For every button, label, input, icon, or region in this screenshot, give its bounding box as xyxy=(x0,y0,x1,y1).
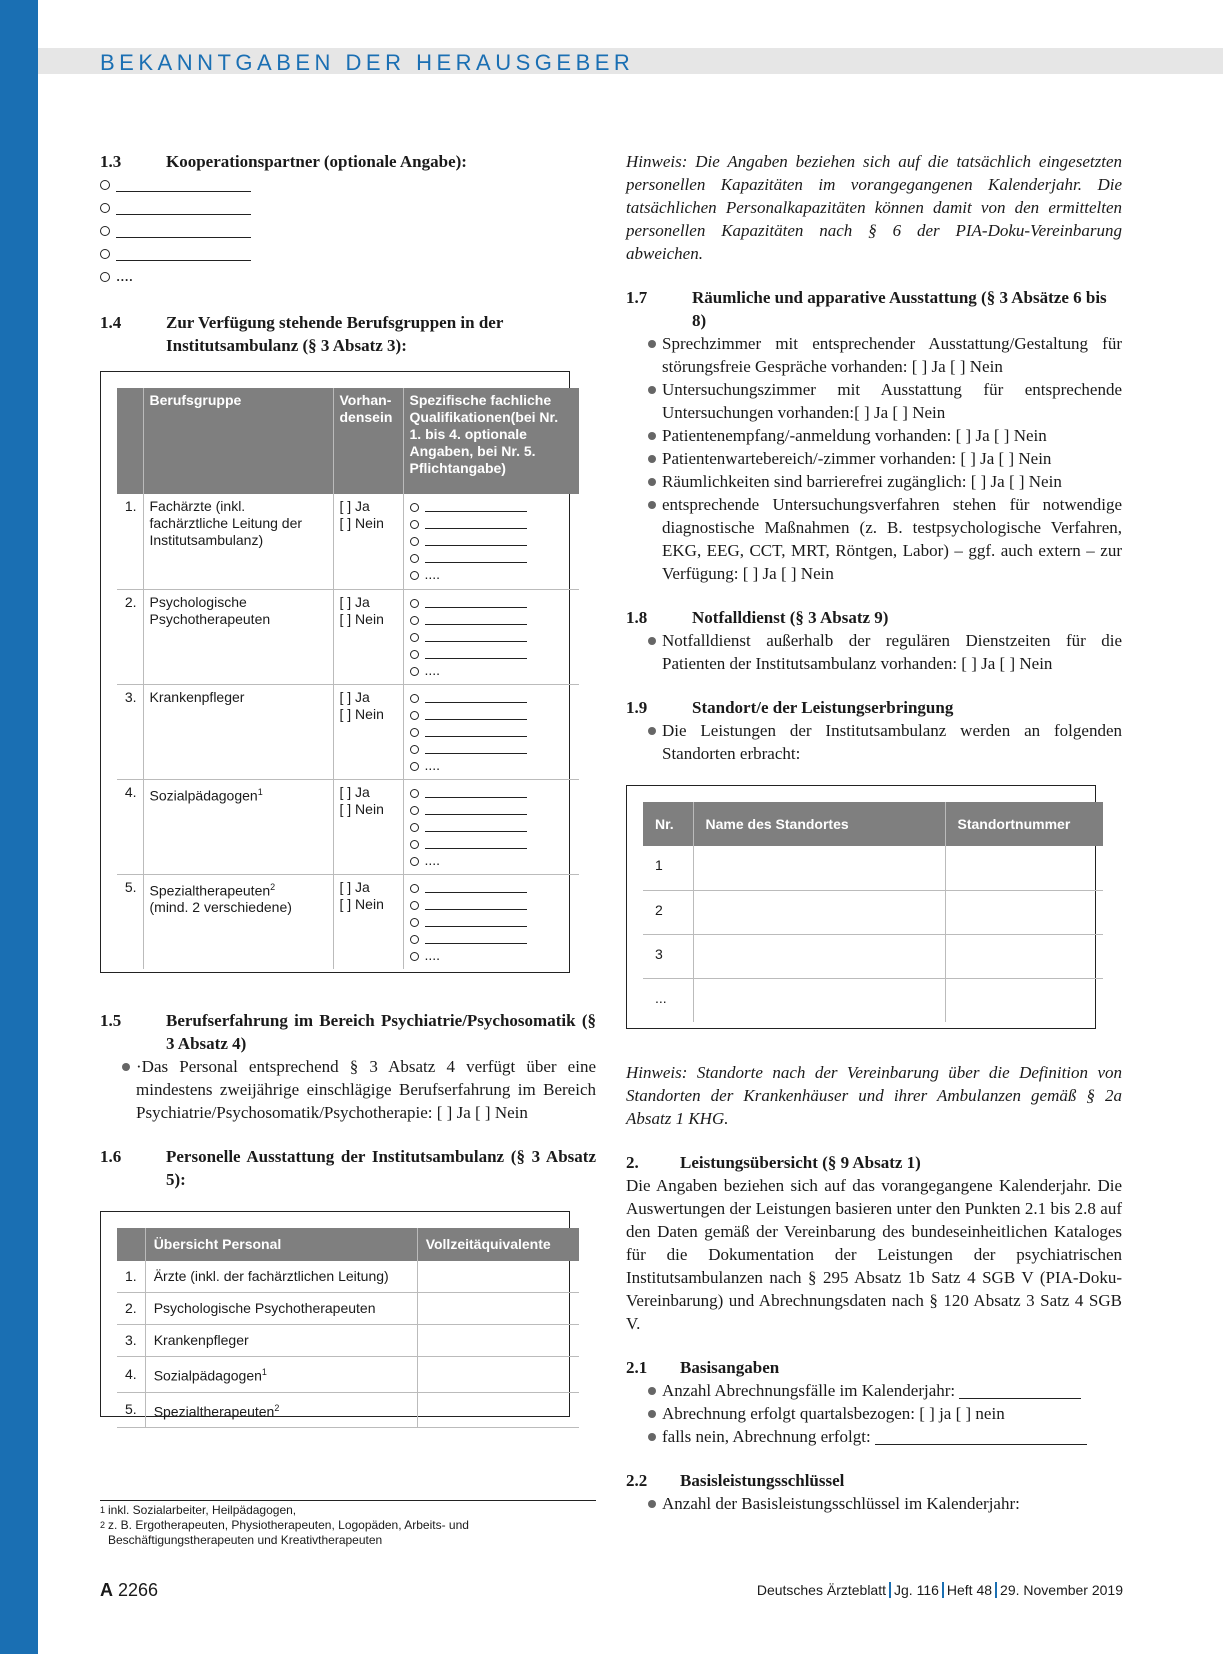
bullet-icon xyxy=(640,332,662,378)
bullet-icon xyxy=(640,378,662,424)
standortnummer-field[interactable] xyxy=(945,890,1103,934)
table-row xyxy=(117,1392,579,1428)
header-name-des-standortes: Name des Standortes xyxy=(693,802,945,846)
footnotes xyxy=(100,1500,596,1548)
section-1-5-bullet: ·Das Personal entsprechend § 3 Absatz 4 verfügt über eine mindestens zweijährige einschlägige Berufserfahrung im Bereich Psychiatrie/Psychosomatik/Psychotherapie: [ ] Ja [ ] Nein xyxy=(100,1055,596,1124)
row-number: 2 xyxy=(643,890,693,934)
qualification-field[interactable] xyxy=(410,896,574,913)
section-1-7-heading: 1.7 Räumliche und apparative Ausstattung (§ 3 Absätze 6 bis 8) xyxy=(626,288,1107,330)
vorhandensein-options[interactable]: [ ] Ja [ ] Nein xyxy=(333,494,403,589)
qualification-more: .... xyxy=(410,757,574,774)
qualification-field[interactable] xyxy=(410,913,574,930)
table-row xyxy=(117,589,579,684)
section-1-8-bullet: Notfalldienst außerhalb der regulären Dienstzeiten für die Patienten der Institutsambulanz vorhanden: [ ] Ja [ ] Nein xyxy=(626,629,1122,675)
circle-icon xyxy=(410,633,419,642)
vollzeitaequivalente-field[interactable] xyxy=(417,1392,579,1428)
section-2-1-bullet-1: Anzahl Abrechnungsfälle im Kalenderjahr: xyxy=(626,1379,1122,1402)
circle-icon xyxy=(410,952,419,961)
standorte-table xyxy=(643,802,1103,1022)
abrechnungsfaelle-field[interactable] xyxy=(959,1383,1081,1399)
circle-icon xyxy=(410,711,419,720)
hint-personnel: Hinweis: Die Angaben beziehen sich auf die tatsächlich eingesetzten personellen Kapazitäten im vorangegangenen Kalenderjahr. Die tatsächlichen Personalkapazitäten können damit von den ermittelten personellen Kapazitäten nach § 6 der PIA-Doku-Vereinbarung abweichen. xyxy=(626,152,1122,263)
berufsgruppe-name: Psychologische Psychotherapeuten xyxy=(143,589,333,684)
qualification-field[interactable] xyxy=(410,594,574,611)
row-number: 3. xyxy=(117,1325,145,1357)
qualification-field[interactable] xyxy=(410,801,574,818)
circle-icon xyxy=(410,728,419,737)
table-row xyxy=(643,846,1103,890)
qualification-field[interactable] xyxy=(410,723,574,740)
section-1-7-bullet: Untersuchungszimmer mit Ausstattung für entsprechende Untersuchungen vorhanden:[ ] Ja [ ] Nein xyxy=(626,378,1122,424)
circle-icon xyxy=(410,745,419,754)
vorhandensein-options[interactable]: [ ] Ja [ ] Nein xyxy=(333,589,403,684)
qualification-more: .... xyxy=(410,852,574,869)
vorhandensein-options[interactable]: [ ] Ja [ ] Nein xyxy=(333,874,403,969)
circle-icon xyxy=(410,537,419,546)
cooperation-partner-list xyxy=(100,173,596,288)
bullet-icon xyxy=(640,629,662,675)
circle-icon xyxy=(410,935,419,944)
qualification-more: .... xyxy=(410,566,574,583)
section-1-5-heading: 1.5 Berufserfahrung im Bereich Psychiatrie/Psychosomatik (§ 3 Absatz 4) xyxy=(100,1011,596,1053)
section-1-6-heading: 1.6 Personelle Ausstattung der Institutsambulanz (§ 3 Absatz 5): xyxy=(100,1147,596,1189)
berufsgruppe-name: Krankenpfleger xyxy=(143,684,333,779)
header-vorhandensein: Vorhan-densein xyxy=(333,388,403,494)
personal-table xyxy=(117,1228,579,1428)
header-berufsgruppe: Berufsgruppe xyxy=(143,388,333,494)
row-number: 2. xyxy=(117,589,143,684)
section-2-1-heading: 2.1 Basisangaben xyxy=(626,1358,780,1377)
bullet-icon xyxy=(640,1425,662,1448)
cooperation-partner-more: .... xyxy=(100,265,596,288)
qualification-field[interactable] xyxy=(410,611,574,628)
footnote-1: 1 inkl. Sozialarbeiter, Heilpädagogen, xyxy=(100,1503,297,1517)
standorte-table-box xyxy=(626,785,1096,1029)
section-1-7-bullet: Patientenempfang/-anmeldung vorhanden: [ ] Ja [ ] Nein xyxy=(626,424,1122,447)
circle-icon xyxy=(410,520,419,529)
section-1-9-heading: 1.9 Standort/e der Leistungserbringung xyxy=(626,698,954,717)
qualification-field[interactable] xyxy=(410,930,574,947)
circle-icon xyxy=(410,762,419,771)
standortnummer-field[interactable] xyxy=(945,934,1103,978)
qualification-list xyxy=(403,874,579,969)
table-row xyxy=(117,779,579,874)
row-number: 2. xyxy=(117,1293,145,1325)
qualification-more: .... xyxy=(410,662,574,679)
section-2-heading: 2. Leistungsübersicht (§ 9 Absatz 1) xyxy=(626,1153,921,1172)
bullet-icon xyxy=(640,1492,662,1515)
standort-name-field[interactable] xyxy=(693,846,945,890)
table-row xyxy=(117,1357,579,1393)
row-number: 4. xyxy=(117,1357,145,1393)
vollzeitaequivalente-field[interactable] xyxy=(417,1261,579,1293)
bullet-icon xyxy=(640,1402,662,1425)
bullet-icon xyxy=(114,1055,136,1124)
bullet-icon xyxy=(640,470,662,493)
separator xyxy=(995,1582,997,1598)
cooperation-partner-field[interactable] xyxy=(100,219,596,242)
separator xyxy=(889,1582,891,1598)
circle-icon xyxy=(410,694,419,703)
personal-table-box xyxy=(100,1211,570,1420)
row-number: 3. xyxy=(117,684,143,779)
qualification-field[interactable] xyxy=(410,835,574,852)
table-row xyxy=(643,934,1103,978)
hint-standorte: Hinweis: Standorte nach der Vereinbarung über die Definition von Standorten der Krankenhäuser und ihrer Ambulanzen gemäß § 2a Absatz 1 KHG. xyxy=(626,1063,1122,1128)
circle-icon xyxy=(410,789,419,798)
qualification-field[interactable] xyxy=(410,818,574,835)
bullet-icon xyxy=(640,447,662,470)
cooperation-partner-field[interactable] xyxy=(100,196,596,219)
section-1-7-bullet: entsprechende Untersuchungsverfahren stehen für notwendige diagnostische Maßnahmen (z. B. testpsychologische Verfahren, EKG, EEG, CCT, MRT, Röntgen, Labor) – ggf. auch extern – zur Verfügung: [ ] Ja [ ] Nein xyxy=(626,493,1122,585)
qualification-list xyxy=(403,494,579,589)
circle-icon xyxy=(410,503,419,512)
qualification-list xyxy=(403,589,579,684)
row-number: ... xyxy=(655,989,667,1006)
circle-icon xyxy=(410,857,419,866)
circle-icon xyxy=(100,249,110,259)
section-1-7-bullet: Patientenwartebereich/-zimmer vorhanden: [ ] Ja [ ] Nein xyxy=(626,447,1122,470)
personal-name: Spezialtherapeuten$^2$ xyxy=(145,1392,417,1428)
row-number: 5. xyxy=(124,878,137,895)
bullet-icon xyxy=(640,1379,662,1402)
qualification-field[interactable] xyxy=(410,628,574,645)
section-1-7-bullets xyxy=(626,332,1122,585)
header-qualifikationen: Spezifische fachliche Qualifikationen(bei Nr. 1. bis 4. optionale Angaben, bei Nr. 5. Pflichtangabe) xyxy=(403,388,579,494)
circle-icon xyxy=(100,180,110,190)
table-row xyxy=(117,874,579,969)
bullet-icon xyxy=(640,493,662,585)
vollzeitaequivalente-field[interactable] xyxy=(417,1325,579,1357)
page-number: A 2266 xyxy=(100,1580,159,1600)
table-row xyxy=(643,890,1103,934)
section-2-1-bullet-2: Abrechnung erfolgt quartalsbezogen: [ ] ja [ ] nein xyxy=(626,1402,1122,1425)
page-header-title: BEKANNTGABEN DER HERAUSGEBER xyxy=(100,50,635,75)
table-row xyxy=(117,1325,579,1357)
berufsgruppe-name: Fachärzte (inkl. fachärztliche Leitung der Institutsambulanz) xyxy=(143,494,333,589)
journal-info: Deutsches Ärzteblatt Jg. 116 Heft 48 29. November 2019 xyxy=(756,1582,1123,1598)
standort-name-field[interactable] xyxy=(693,890,945,934)
row-number: 1 xyxy=(643,846,693,890)
standort-name-field[interactable] xyxy=(693,934,945,978)
circle-icon xyxy=(410,571,419,580)
qualification-list xyxy=(403,684,579,779)
circle-icon xyxy=(410,616,419,625)
qualification-field[interactable] xyxy=(410,498,574,515)
berufsgruppe-name: Sozialpädagogen$^1$ xyxy=(143,779,333,874)
cooperation-partner-field[interactable] xyxy=(100,173,596,196)
section-2-2-heading: 2.2 Basisleistungsschlüssel xyxy=(626,1471,845,1490)
standortnummer-field[interactable] xyxy=(945,846,1103,890)
right-column xyxy=(626,150,1122,1515)
personal-name: Sozialpädagogen$^1$ xyxy=(145,1357,417,1393)
header-vollzeitaequivalente: Vollzeitäquivalente xyxy=(417,1228,579,1261)
footnote-2: 2 z. B. Ergotherapeuten, Physiotherapeuten, Logopäden, Arbeits- und Beschäftigungstherapeuten und Kreativtherapeuten xyxy=(100,1518,469,1547)
section-2-2-bullet-1: Anzahl der Basisleistungsschlüssel im Kalenderjahr: xyxy=(626,1492,1122,1515)
personal-name: Krankenpfleger xyxy=(145,1325,417,1357)
circle-icon xyxy=(410,806,419,815)
section-2-body: Die Angaben beziehen sich auf das vorangegangene Kalenderjahr. Die Auswertungen der Leistungen basieren unter den Punkten 2.1 bis 2.8 auf den Daten gemäß der Vereinbarung des bundeseinheitlichen Kataloges für die Dokumentation der Leistungen der psychiatrischen Institutsambulanzen nach § 295 Absatz 1b Satz 4 SGB V (PIA-Doku-Vereinbarung) und Abrechnungsdaten nach § 120 Absatz 3 Satz 4 SGB V. xyxy=(626,1176,1122,1333)
bullet-icon xyxy=(640,719,662,765)
section-1-7-bullet: Räumlichkeiten sind barrierefrei zugänglich: [ ] Ja [ ] Nein xyxy=(626,470,1122,493)
vollzeitaequivalente-field[interactable] xyxy=(417,1293,579,1325)
vorhandensein-options[interactable]: [ ] Ja [ ] Nein xyxy=(333,684,403,779)
circle-icon xyxy=(410,884,419,893)
table-row xyxy=(117,494,579,589)
berufsgruppen-table-box xyxy=(100,371,570,973)
circle-icon xyxy=(100,203,110,213)
circle-icon xyxy=(410,667,419,676)
section-1-3-heading: 1.3 Kooperationspartner (optionale Angabe): xyxy=(100,152,467,171)
table-row xyxy=(117,684,579,779)
row-number: 3 xyxy=(643,934,693,978)
circle-icon xyxy=(410,650,419,659)
section-1-9-bullet: Die Leistungen der Institutsambulanz werden an folgenden Standorten erbracht: xyxy=(626,719,1122,765)
qualification-list xyxy=(403,779,579,874)
qualification-field[interactable] xyxy=(410,706,574,723)
qualification-field[interactable] xyxy=(410,740,574,757)
abrechnung-erfolgt-field[interactable] xyxy=(875,1429,1087,1445)
row-number: 1. xyxy=(117,1261,145,1293)
vollzeitaequivalente-field[interactable] xyxy=(417,1357,579,1393)
qualification-field[interactable] xyxy=(410,645,574,662)
header-nr: Nr. xyxy=(643,802,693,846)
personal-name: Psychologische Psychotherapeuten xyxy=(145,1293,417,1325)
cooperation-partner-field[interactable] xyxy=(100,242,596,265)
personal-name: Ärzte (inkl. der fachärztlichen Leitung) xyxy=(145,1261,417,1293)
qualification-field[interactable] xyxy=(410,549,574,566)
circle-icon xyxy=(410,599,419,608)
circle-icon xyxy=(410,554,419,563)
circle-icon xyxy=(100,272,110,282)
left-column xyxy=(100,150,596,1420)
section-1-8-heading: 1.8 Notfalldienst (§ 3 Absatz 9) xyxy=(626,608,889,627)
qualification-more: .... xyxy=(410,947,574,964)
section-1-4-heading: 1.4 Zur Verfügung stehende Berufsgruppen in der Institutsambulanz (§ 3 Absatz 3): xyxy=(100,313,504,355)
header-standortnummer: Standortnummer xyxy=(945,802,1103,846)
sidebar-stripe xyxy=(0,0,38,1654)
qualification-field[interactable] xyxy=(410,879,574,896)
standort-name-field[interactable] xyxy=(693,978,945,1022)
standortnummer-field[interactable] xyxy=(945,978,1103,1022)
table-row xyxy=(643,978,1103,1022)
bullet-icon xyxy=(640,424,662,447)
header-uebersicht-personal: Übersicht Personal xyxy=(145,1228,417,1261)
circle-icon xyxy=(100,226,110,236)
row-number: 4. xyxy=(117,779,143,874)
berufsgruppen-table xyxy=(117,388,579,969)
qualification-field[interactable] xyxy=(410,515,574,532)
circle-icon xyxy=(410,840,419,849)
row-number: 5. xyxy=(117,1392,145,1428)
qualification-field[interactable] xyxy=(410,689,574,706)
circle-icon xyxy=(410,918,419,927)
vorhandensein-options[interactable]: [ ] Ja [ ] Nein xyxy=(333,779,403,874)
section-1-7-bullet: Sprechzimmer mit entsprechender Ausstattung/Gestaltung für störungsfreie Gespräche vorhanden: [ ] Ja [ ] Nein xyxy=(626,332,1122,378)
berufsgruppe-name: Spezialtherapeuten$^2$ (mind. 2 verschiedene) xyxy=(143,874,333,969)
circle-icon xyxy=(410,823,419,832)
row-number: 1. xyxy=(117,494,143,589)
qualification-field[interactable] xyxy=(410,784,574,801)
qualification-field[interactable] xyxy=(410,532,574,549)
circle-icon xyxy=(410,901,419,910)
section-2-1-bullet-3: falls nein, Abrechnung erfolgt: xyxy=(626,1425,1122,1448)
table-row xyxy=(117,1261,579,1293)
separator xyxy=(942,1582,944,1598)
table-row xyxy=(117,1293,579,1325)
